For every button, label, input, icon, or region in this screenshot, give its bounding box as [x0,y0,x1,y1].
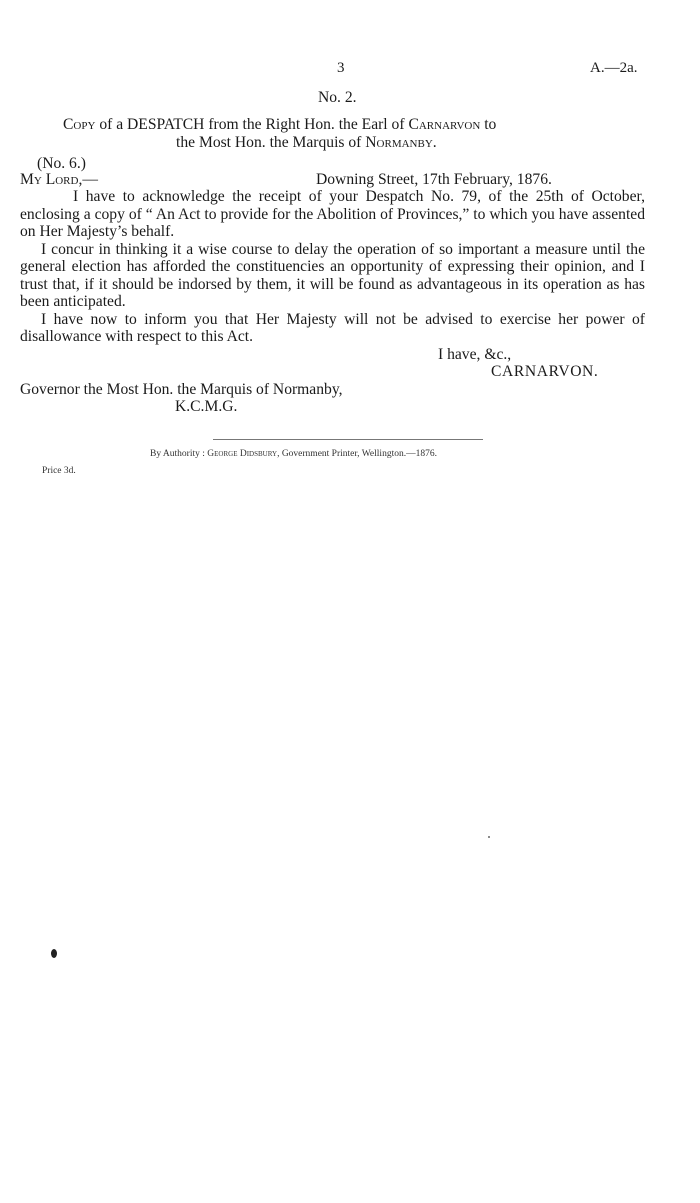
title-line1-text: of a DESPATCH from the Right Hon. the Earl of [95,116,409,133]
paragraph-disallowance: I have now to inform you that Her Majesty will not be advised to exercise her power of disallowance with respect to this Act. [20,310,645,345]
place-date: Downing Street, 17th February, 1876. [316,171,552,188]
ink-spot [51,949,57,958]
title-line2-suffix: . [432,134,437,151]
imprint-suffix: , Government Printer, Wellington.—1876. [277,449,437,459]
page-number: 3 [337,60,345,76]
printer-imprint [150,449,437,459]
title-sender-name: Carnarvon [408,116,481,133]
ink-speck [488,836,490,838]
paragraph-concurrence: I concur in thinking it a wise course to delay the operation of so important a measure until the general election has afforded the constituencies an opportunity of expressing their opinion, and I trust that, if it should be indorsed by them, it will be found as advantageous in its operation as has been anticipated. [20,240,645,310]
title-recipient-name: Normanby [365,134,433,151]
despatch-title-line2 [176,134,437,152]
imprint-printer-name: George Didsbury [207,449,278,459]
letter-body [20,188,645,346]
despatch-number: No. 2. [318,89,357,106]
title-copy-word: Copy [63,116,96,133]
imprint-prefix: By Authority : [150,449,208,459]
salutation: My Lord,— [20,171,98,188]
title-line1-suffix: to [480,116,497,133]
addressee-line1: Governor the Most Hon. the Marquis of Normanby, [20,381,343,398]
price: Price 3d. [42,466,76,476]
despatch-ref: (No. 6.) [37,155,86,172]
despatch-title-line1 [63,116,496,134]
signature: CARNARVON. [491,363,599,380]
title-line2-text: the Most Hon. the Marquis of [176,134,366,151]
footer-divider [213,439,483,440]
paragraph-acknowledgement: I have to acknowledge the receipt of your Despatch No. 79, of the 25th of October, enclosing a copy of “ An Act to provide for the Abolition of Provinces,” to which you have assented on Her Majesty’s behalf. [20,188,645,240]
closing: I have, &c., [438,346,512,363]
addressee-line2: K.C.M.G. [175,398,238,415]
document-reference: A.—2a. [590,60,638,76]
